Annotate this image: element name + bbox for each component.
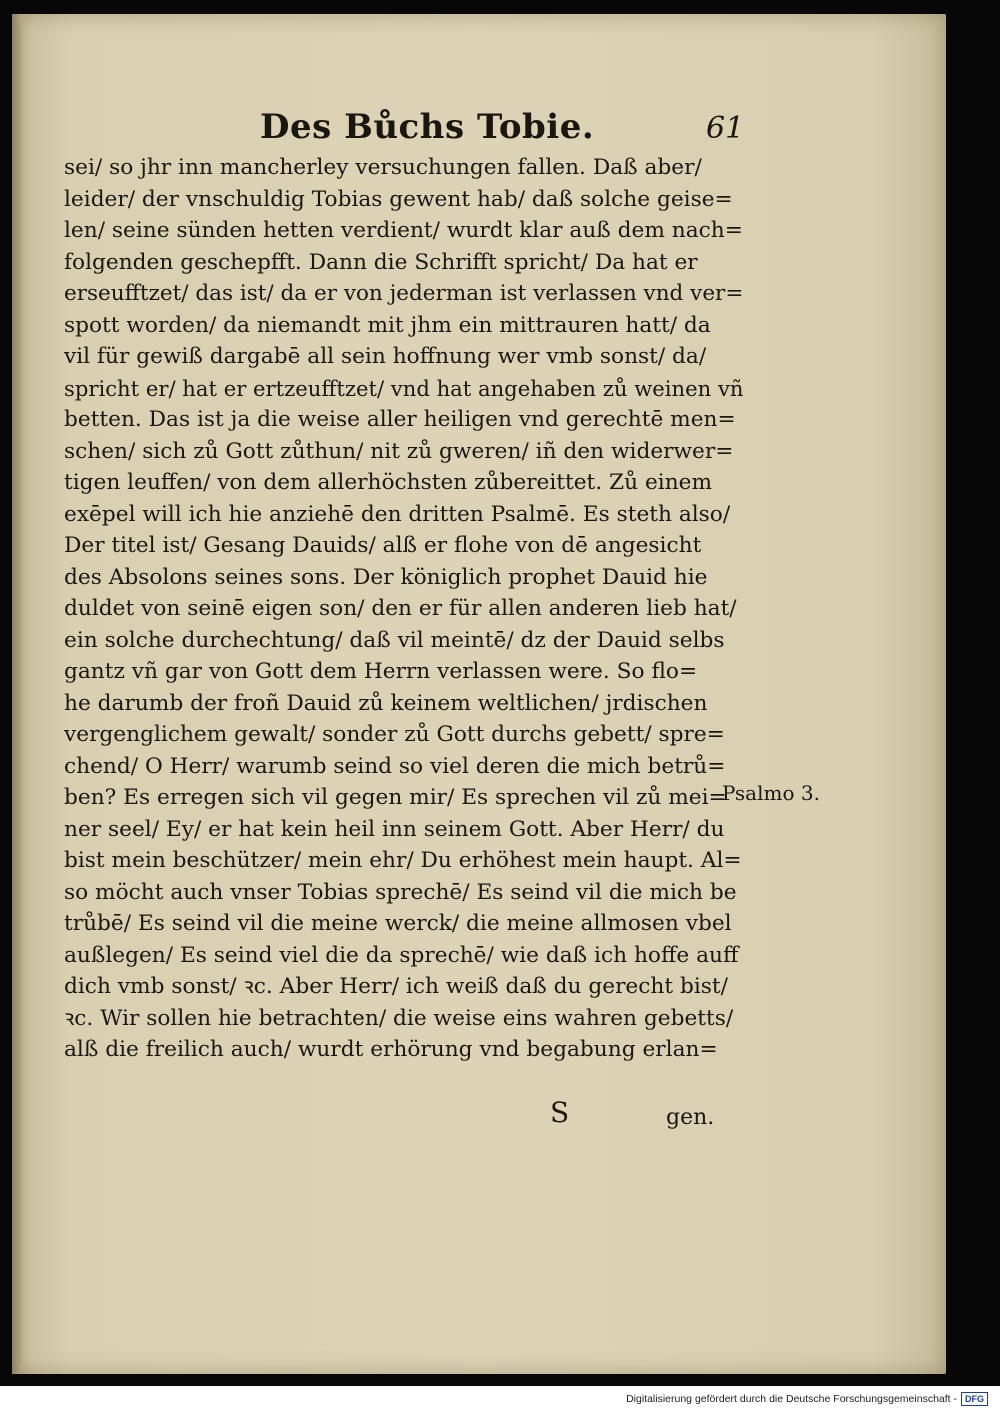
text-line: erseufftzet/ das ist/ da er von jederman ist verlassen vnd ver= (64, 281, 744, 306)
catchword: gen. (666, 1105, 715, 1130)
text-line: len/ seine sünden hetten verdient/ wurdt klar auß dem nach= (64, 218, 743, 243)
signature-mark: S (550, 1096, 570, 1129)
text-line: spricht er/ hat er ertzeufftzet/ vnd hat angehaben zů weinen vñ (64, 375, 744, 401)
text-line: duldet von seinē eigen son/ den er für allen anderen lieb hat/ (64, 596, 737, 621)
text-line: exēpel will ich hie anziehē den dritten Psalmē. Es steth also/ (64, 501, 731, 527)
text-line: Der titel ist/ Gesang Dauids/ alß er flohe von dē angesicht (64, 533, 702, 558)
text-line: ein solche durchechtung/ daß vil meintē/ dz der Dauid selbs (64, 627, 725, 653)
text-line: so möcht auch vnser Tobias sprechē/ Es seind vil die mich be (64, 879, 737, 905)
text-line: leider/ der vnschuldig Tobias gewent hab/ daß solche geise= (64, 186, 733, 212)
text-line: betten. Das ist ja die weise aller heiligen vnd gerechtē men= (64, 407, 736, 432)
text-line: spott worden/ da niemandt mit jhm ein mittrauren hatt/ da (64, 312, 711, 338)
text-line: trůbē/ Es seind vil die meine werck/ die meine allmosen vbel (64, 911, 732, 936)
text-line: chend/ O Herr/ warumb seind so viel deren die mich betrů= (64, 753, 726, 779)
text-line: vergenglichem gewalt/ sonder zů Gott durchs gebett/ spre= (64, 722, 725, 747)
text-line: sei/ so jhr inn mancherley versuchungen fallen. Daß aber/ (64, 155, 702, 180)
running-head (12, 102, 946, 152)
text-line: gantz vñ gar von Gott dem Herrn verlassen were. So flo= (64, 659, 698, 684)
page-binding-edge (12, 14, 22, 1374)
dfg-logo-icon: DFG (961, 1392, 988, 1406)
text-line: vil für gewiß dargabē all sein hoffnung wer vmb sonst/ da/ (64, 344, 707, 369)
body-text (64, 152, 754, 1066)
folio-number: 61 (706, 111, 745, 146)
text-line: tigen leuffen/ von dem allerhöchsten zůbereittet. Zů einem (64, 470, 713, 495)
marginal-note: Psalmo 3. (722, 781, 820, 805)
text-line: ner seel/ Ey/ er hat kein heil inn seinem Gott. Aber Herr/ du (64, 816, 725, 842)
funding-credit-text: Digitalisierung gefördert durch die Deutsche Forschungsgemeinschaft - (626, 1393, 957, 1405)
running-title: Des Bůchs Tobie. (260, 107, 595, 147)
text-line: alß die freilich auch/ wurdt erhörung vnd begabung erlan= (64, 1037, 718, 1062)
text-line: bist mein beschützer/ mein ehr/ Du erhöhest mein haupt. Al= (64, 848, 742, 873)
text-line: he darumb der froñ Dauid zů keinem weltlichen/ jrdischen (64, 690, 708, 716)
text-line: außlegen/ Es seind viel die da sprechē/ wie daß ich hoffe auff (64, 942, 739, 968)
text-line: dich vmb sonst/ ꝛc. Aber Herr/ ich weiß daß du gerecht bist/ (64, 974, 728, 999)
text-line: des Absolons seines sons. Der königlich prophet Dauid hie (64, 564, 708, 590)
footer-credit (626, 1392, 988, 1406)
text-line: schen/ sich zů Gott zůthun/ nit zů gweren/ iñ den widerwer= (64, 438, 734, 464)
text-line: ben? Es erregen sich vil gegen mir/ Es sprechen vil zů mei= (64, 785, 727, 810)
text-line: ꝛc. Wir sollen hie betrachten/ die weise eins wahren gebetts/ (64, 1005, 734, 1031)
text-line: folgenden geschepfft. Dann die Schrifft spricht/ Da hat er (64, 249, 698, 275)
book-page (12, 14, 946, 1374)
